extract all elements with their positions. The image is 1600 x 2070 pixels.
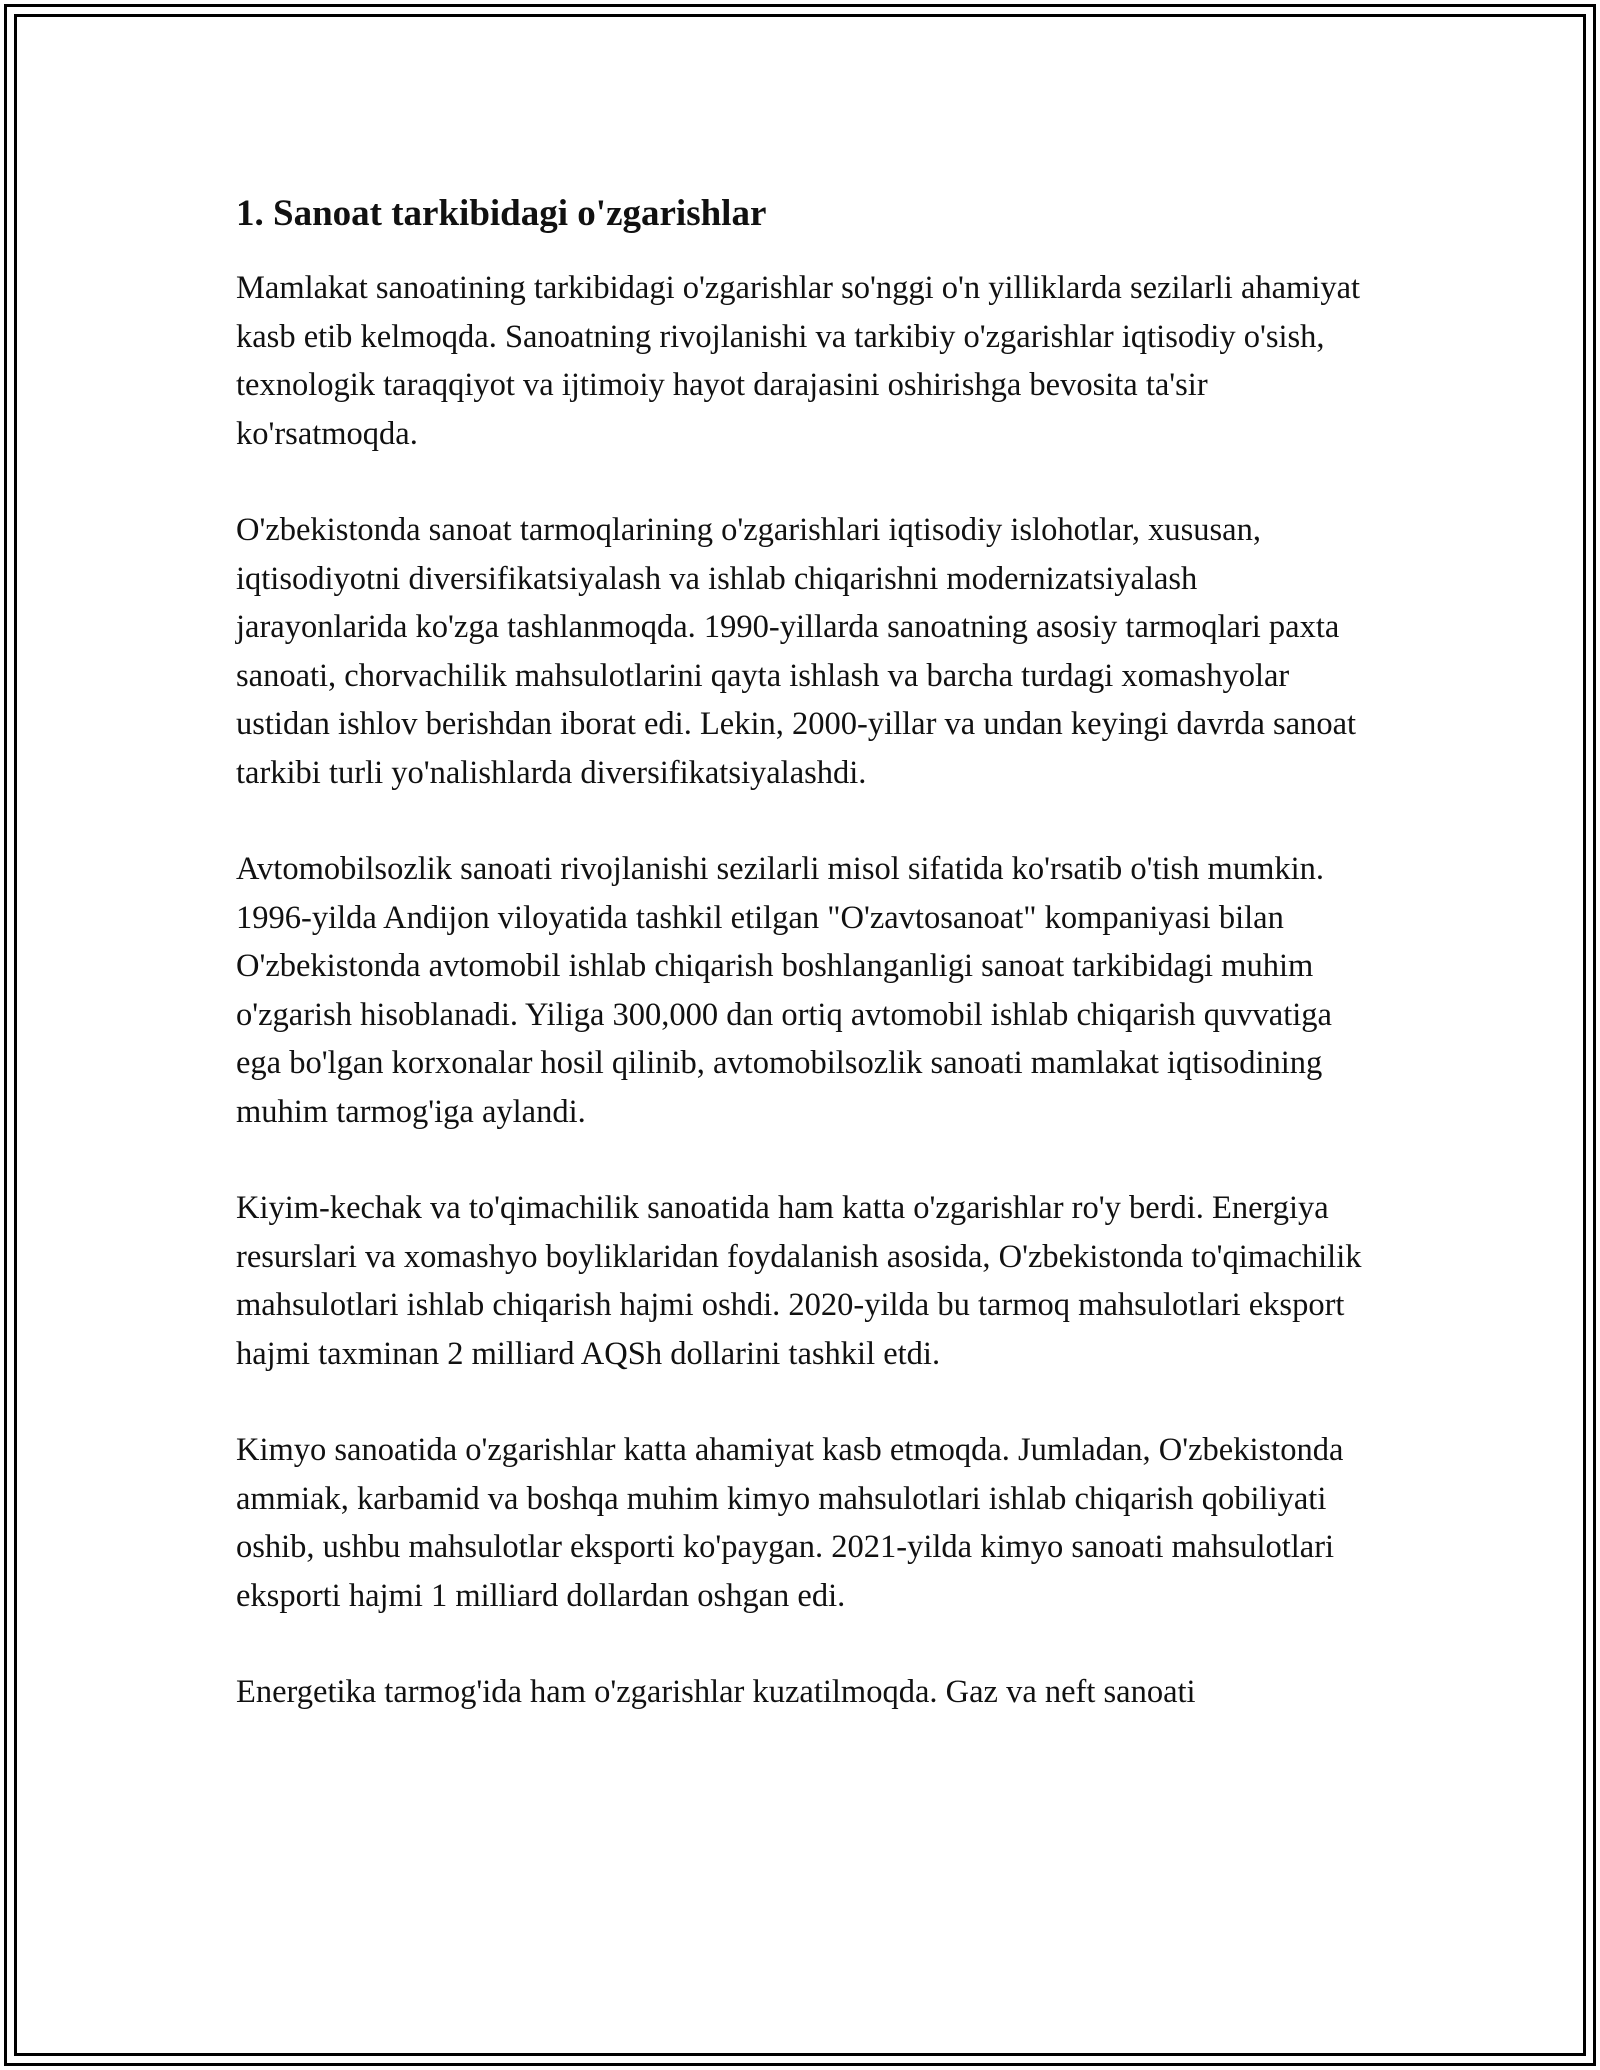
paragraph-chemical: Kimyo sanoatida o'zgarishlar katta ahamiyat kasb etmoqda. Jumladan, O'zbekistonda ammiak, karbamid va boshqa muhim kimyo mahsulotlari ishlab chiqarish qobiliyati oshib, ushbu mahsulotlar eksporti ko'paygan. 2021-yilda kimyo sanoati mahsulotlari eksporti hajmi 1 milliard dollardan oshgan edi. [236,1432,1344,1614]
section-heading: 1. Sanoat tarkibidagi o'zgarishlar [236,193,767,234]
paragraph-diversification: O'zbekistonda sanoat tarmoqlarining o'zgarishlari iqtisodiy islohotlar, xususan, iqtisodiyotni diversifikatsiyalash va ishlab chiqarishni modernizatsiyalash jarayonlarida ko'zga tashlanmoqda. 1990-yillarda sanoatning asosiy tarmoqlari paxta sanoati, chorvachilik mahsulotlarini qayta ishlash va barcha turdagi xomashyolar ustidan ishlov berishdan iborat edi. Lekin, 2000-yillar va undan keyingi davrda sanoat tarkibi turli yo'nalishlarda diversifikatsiyalashdi. [236,512,1357,791]
paragraph-textile: Kiyim-kechak va to'qimachilik sanoatida ham katta o'zgarishlar ro'y berdi. Energiya resurslari va xomashyo boyliklaridan foydalanish asosida, O'zbekistonda to'qimachilik mahsulotlari ishlab chiqarish hajmi oshdi. 2020-yilda bu tarmoq mahsulotlari eksport hajmi taxminan 2 milliard AQSh dollarini tashkil etdi. [236,1190,1362,1372]
paragraph-intro: Mamlakat sanoatining tarkibidagi o'zgarishlar so'nggi o'n yilliklarda sezilarli ahamiyat kasb etib kelmoqda. Sanoatning rivojlanishi va tarkibiy o'zgarishlar iqtisodiy o'sish, texnologik taraqqiyot va ijtimoiy hayot darajasini oshirishga bevosita ta'sir ko'rsatmoqda. [236,270,1361,452]
document-body [236,186,1366,1765]
paragraph-energy: Energetika tarmog'ida ham o'zgarishlar kuzatilmoqda. Gaz va neft sanoati [236,1674,1196,1710]
paragraph-automotive: Avtomobilsozlik sanoati rivojlanishi sezilarli misol sifatida ko'rsatib o'tish mumkin. 1996-yilda Andijon viloyatida tashkil etilgan "O'zavtosanoat" kompaniyasi bilan O'zbekistonda avtomobil ishlab chiqarish boshlanganligi sanoat tarkibidagi muhim o'zgarish hisoblanadi. Yiliga 300,000 dan ortiq avtomobil ishlab chiqarish quvvatiga ega bo'lgan korxonalar hosil qilinib, avtomobilsozlik sanoati mamlakat iqtisodining muhim tarmog'iga aylandi. [236,851,1332,1130]
